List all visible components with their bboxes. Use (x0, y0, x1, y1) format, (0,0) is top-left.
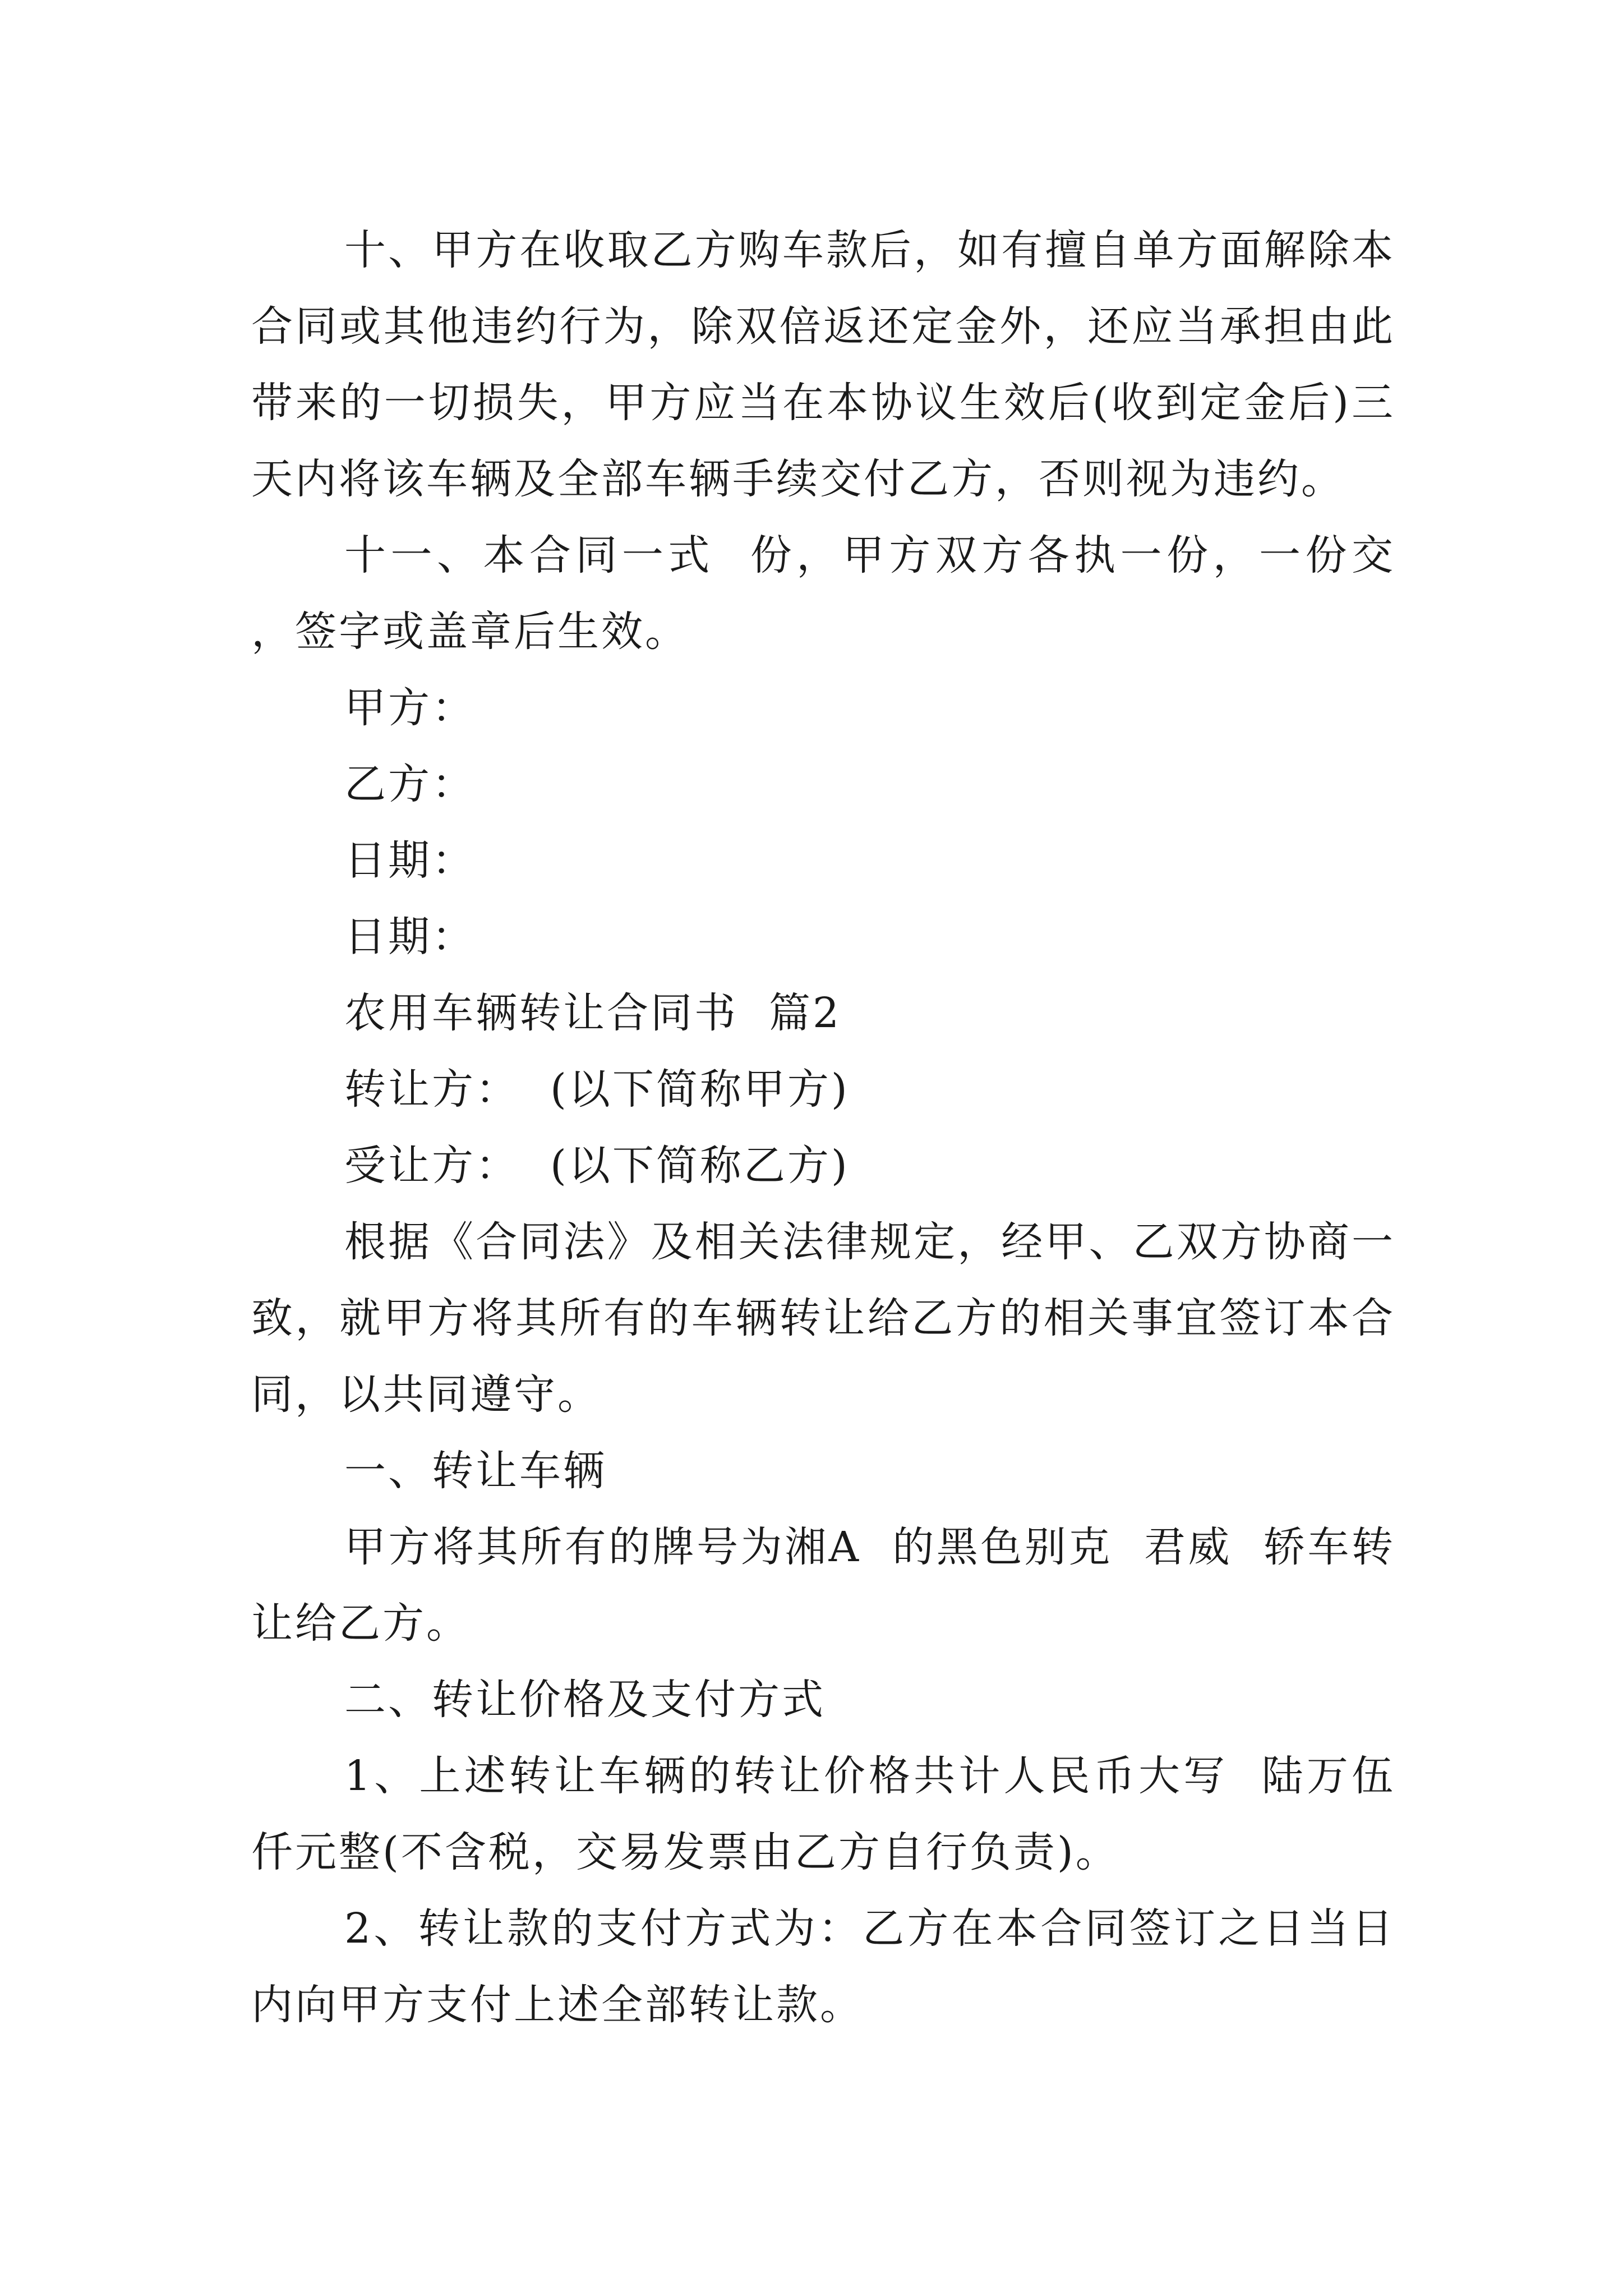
clause-eleven: 十一、本合同一式 份，甲方双方各执一份，一份交 ，签字或盖章后生效。 (251, 531, 1427, 656)
party-a-signature-line: 甲方： (344, 684, 476, 732)
party-b-signature-line: 乙方： (344, 760, 476, 808)
heading-price-and-payment: 二、转让价格及支付方式 (344, 1676, 826, 1724)
date-line-2: 日期： (344, 913, 476, 961)
date-line-1: 日期： (344, 836, 476, 885)
transferor-line: 转让方： (以下简称甲方) (344, 1065, 850, 1114)
clause-ten: 十、甲方在收取乙方购车款后，如有擅自单方面解除本合同或其他违约行为，除双倍返还定金外，还应当承担由此带来的一切损失，甲方应当在本协议生效后(收到定金后)三天内将该车辆及全部车辆手续交付乙方，否则视为违约。 (251, 226, 1395, 503)
heading-transfer-vehicle: 一、转让车辆 (344, 1447, 607, 1495)
vehicle-description: 甲方将其所有的牌号为湘A 的黑色别克 君威 轿车转让给乙方。 (251, 1523, 1395, 1648)
section-title: 农用车辆转让合同书 篇2 (344, 989, 842, 1037)
payment-clause: 2、转让款的支付方式为：乙方在本合同签订之日当日内向甲方支付上述全部转让款。 (251, 1904, 1395, 2029)
price-clause: 1、上述转让车辆的转让价格共计人民币大写 陆万伍仟元整(不含税，交易发票由乙方自行负责)。 (251, 1752, 1395, 1876)
document-body (251, 212, 1427, 2043)
preamble: 根据《合同法》及相关法律规定，经甲、乙双方协商一致，就甲方将其所有的车辆转让给乙方的相关事宜签订本合同，以共同遵守。 (251, 1218, 1395, 1419)
transferee-line: 受让方： (以下简称乙方) (344, 1142, 850, 1190)
